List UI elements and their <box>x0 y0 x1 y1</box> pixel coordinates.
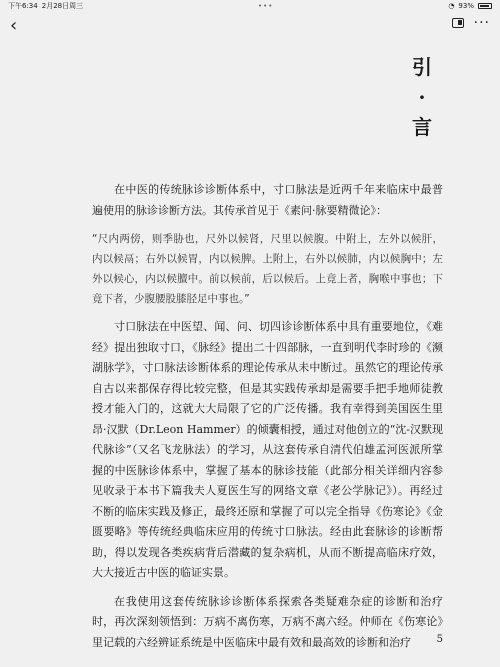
status-time: 下午6:34 <box>8 2 38 10</box>
reader-mode-icon[interactable] <box>452 18 464 28</box>
page-number: 5 <box>436 634 443 645</box>
paragraph: 寸口脉法在中医望、闻、问、切四诊诊断体系中具有重要地位，《难经》提出独取寸口，《脉经》提出二十四部脉，一直到明代李时珍的《濒湖脉学》，寸口脉法诊断体系的理论传承从未中断过。虽然它的理论传承自古以来都保存得比较完整，但是其实践传承却是需要手把手地师徒教授才能入门的，这就大大局限了它的广泛传播。我有幸得到美国医生里昂·汉默（Dr.Leon Hammer）的倾囊相授，通过对他创立的“沈-汉默现代脉诊”（又名飞龙脉法）的学习，从这套传承自清代伯雄孟河医派所掌握的中医脉诊体系中，掌握了基本的脉诊技能（此部分相关详细内容参见收录于本书下篇我夫人夏医生写的网络文章《老公学脉记》）。再经过不断的临床实践及修正，最终还原和掌握了可以完全指导《伤寒论》《金匮要略》等传统经典临床应用的传统寸口脉法。经由此套脉诊的诊断帮助，得以发现各类疾病背后潜藏的复杂病机，从而不断提高临床疗效，大大接近古中医的临证实景。 <box>92 320 443 579</box>
status-bar <box>0 0 500 12</box>
battery-icon <box>478 3 492 9</box>
paragraph: 在中医的传统脉诊诊断体系中，寸口脉法是近两千年来临床中最普遍使用的脉诊诊断方法。其传承首见于《素问·脉要精微论》： <box>92 183 443 217</box>
body-text <box>92 180 443 653</box>
more-options-icon[interactable]: ··· <box>473 15 490 31</box>
battery-percent: 93% <box>458 2 474 10</box>
paragraph: 在我使用这套传统脉诊诊断体系探索各类疑难杂症的诊断和治疗时，再次深刻领悟到：万病不离伤寒，万病不离六经。仲师在《伤寒论》里记载的六经辨证系统是中医临床中最有效和最高效的诊断和治疗 <box>92 594 443 649</box>
multitask-dots[interactable]: ••• <box>258 2 274 10</box>
wifi-icon: ◔ <box>448 2 455 10</box>
status-date: 2月28日周三 <box>41 2 84 10</box>
reader-toolbar <box>0 14 500 40</box>
chapter-title: 引 · 言 <box>412 55 432 139</box>
book-page <box>0 40 500 667</box>
back-chevron-icon[interactable]: ‹ <box>10 15 18 36</box>
quote-paragraph: “尺内两傍，则季胁也，尺外以候肾，尺里以候腹。中附上，左外以候肝，内以候鬲；右外以候胃，内以候脾。上附上，右外以候肺，内以候胸中；左外以候心，内以候膻中。前以候前，后以候后。上竟上者，胸喉中事也；下竟下者，少腹腰股膝胫足中事也。” <box>92 233 443 305</box>
